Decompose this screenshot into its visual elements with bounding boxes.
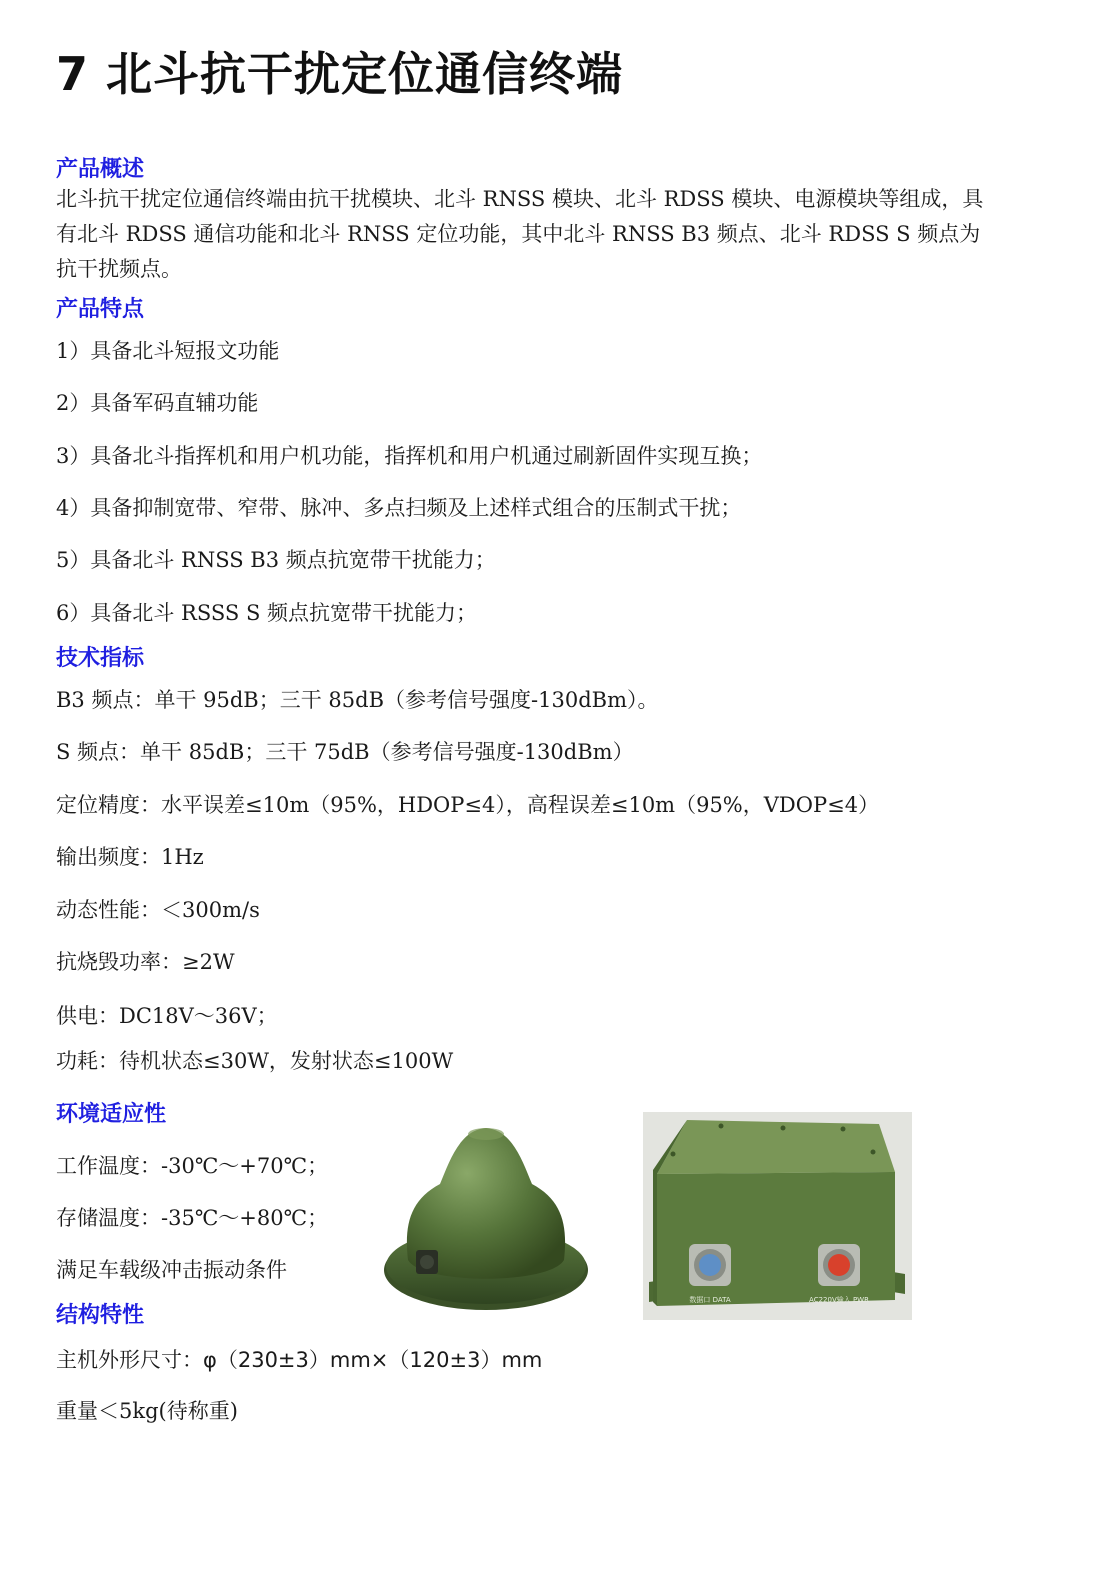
host-unit-photo (643, 1112, 912, 1320)
page-title: 7 北斗抗干扰定位通信终端 (56, 47, 624, 101)
spec-item: 抗烧毁功率：≥2W (56, 950, 235, 974)
spec-item: 定位精度：水平误差≤10m（95%，HDOP≤4），高程误差≤10m（95%，VDOP≤4） (56, 793, 880, 817)
connector-left-label: 数据口 DATA (689, 1296, 731, 1304)
overview-heading: 产品概述 (56, 157, 145, 182)
structure-item: 重量＜5kg(待称重) (56, 1399, 238, 1423)
spec-item: B3 频点：单干 95dB；三干 85dB（参考信号强度-130dBm）。 (56, 688, 659, 712)
feature-item: 1）具备北斗短报文功能 (56, 339, 280, 363)
antenna-photo (380, 1120, 592, 1315)
environment-heading: 环境适应性 (56, 1102, 167, 1127)
specs-heading: 技术指标 (56, 646, 145, 671)
overview-text: 北斗抗干扰定位通信终端由抗干扰模块、北斗 RNSS 模块、北斗 RDSS 模块、电源模块等组成，具有北斗 RDSS 通信功能和北斗 RNSS 定位功能，其中北斗 RNSS B3 频点、北斗 RDSS S 频点为抗干扰频点。 (56, 187, 984, 281)
spec-item: 供电：DC18V～36V； (56, 1004, 278, 1028)
connector-right-label: AC220V输入 PWR (809, 1296, 869, 1304)
environment-item: 工作温度：-30℃～+70℃； (56, 1154, 329, 1178)
feature-item: 3）具备北斗指挥机和用户机功能，指挥机和用户机通过刷新固件实现互换； (56, 444, 763, 468)
spec-item: 输出频度：1Hz (56, 845, 204, 869)
structure-item: 主机外形尺寸：φ（230±3）mm×（120±3）mm (56, 1348, 543, 1372)
environment-item: 存储温度：-35℃～+80℃； (56, 1206, 329, 1230)
feature-item: 4）具备抑制宽带、窄带、脉冲、多点扫频及上述样式组合的压制式干扰； (56, 496, 742, 520)
spec-item: 功耗：待机状态≤30W，发射状态≤100W (56, 1049, 454, 1073)
structure-heading: 结构特性 (56, 1303, 145, 1328)
spec-item: 动态性能：＜300m/s (56, 898, 260, 922)
feature-item: 6）具备北斗 RSSS S 频点抗宽带干扰能力； (56, 601, 478, 625)
spec-item: S 频点：单干 85dB；三干 75dB（参考信号强度-130dBm） (56, 740, 634, 764)
feature-item: 2）具备军码直辅功能 (56, 391, 259, 415)
features-heading: 产品特点 (56, 297, 145, 322)
environment-item: 满足车载级冲击振动条件 (56, 1258, 287, 1282)
feature-item: 5）具备北斗 RNSS B3 频点抗宽带干扰能力； (56, 548, 496, 572)
